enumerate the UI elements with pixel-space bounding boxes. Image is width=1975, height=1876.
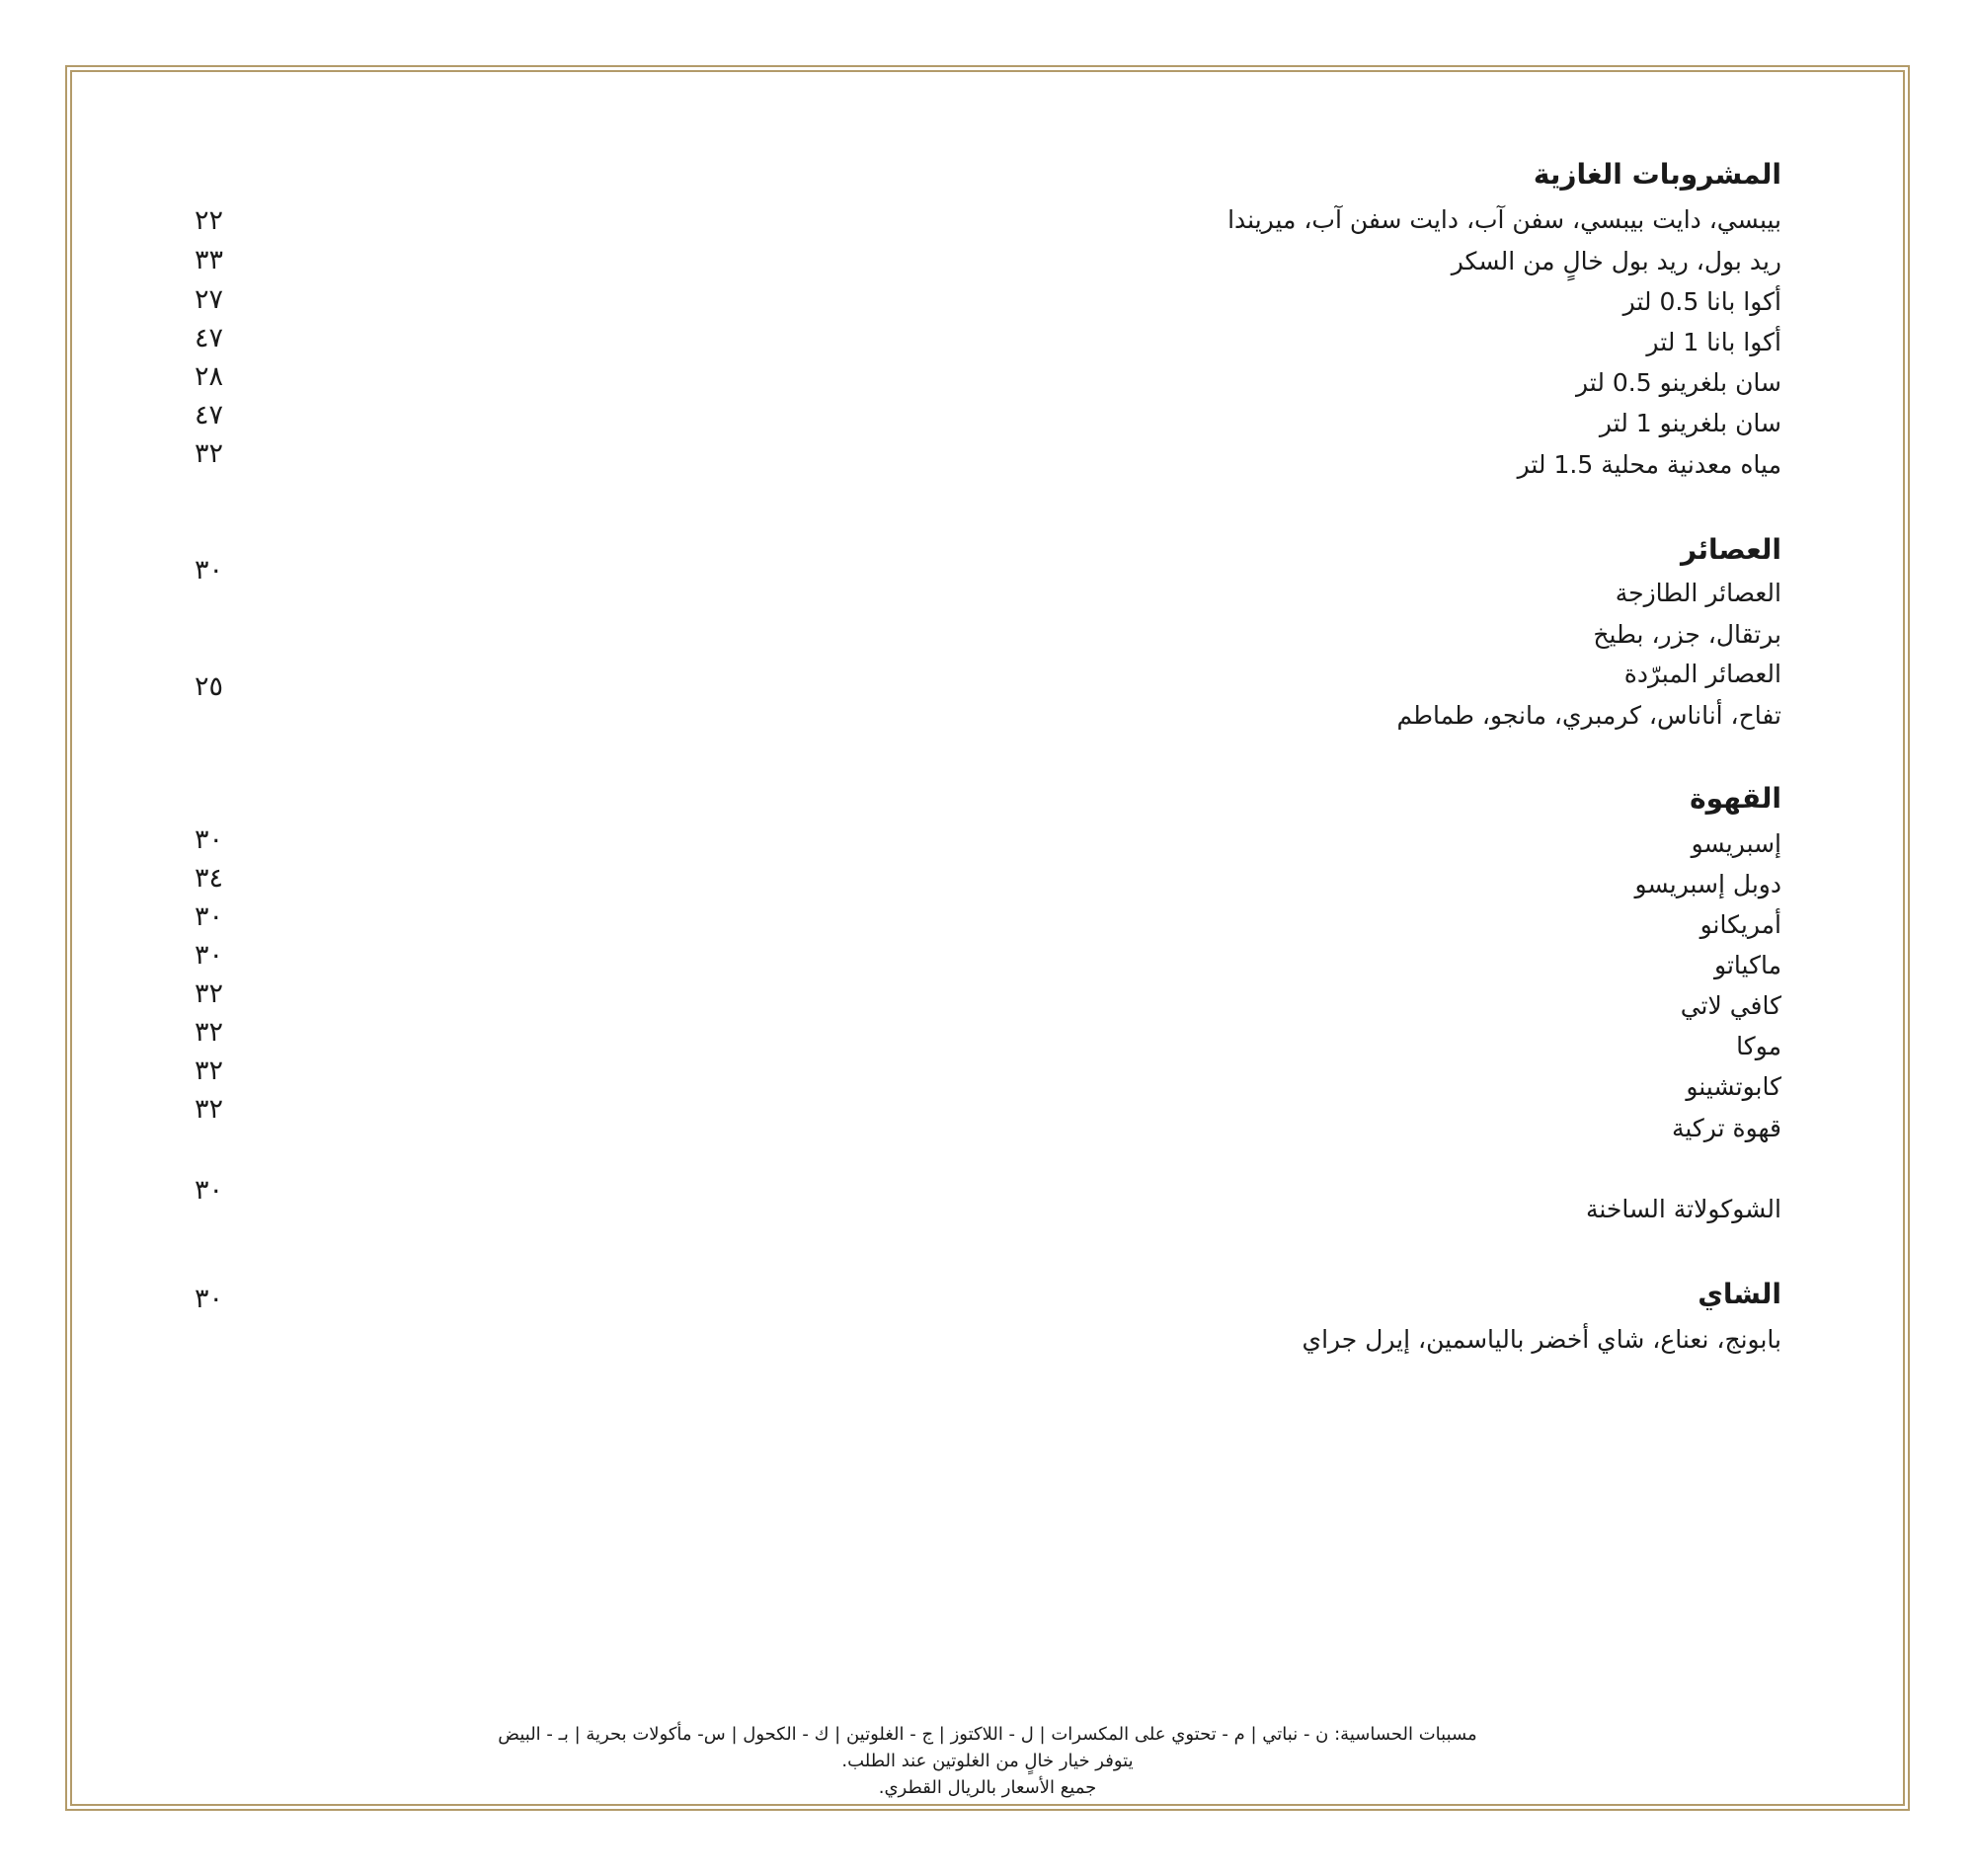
soft-drink-item-price: ٢٢	[195, 205, 224, 236]
coffee-item-label: إسبريسو	[1691, 829, 1781, 858]
soft-drink-item-price: ٣٢	[195, 438, 224, 469]
coffee-item-label: موكا	[1736, 1032, 1781, 1060]
fresh-juice-flavors: برتقال، جزر، بطيخ	[1593, 620, 1781, 649]
coffee-item-label: قهوة تركية	[1671, 1114, 1781, 1142]
chilled-juice-flavors: تفاح، أناناس، كرمبري، مانجو، طماطم	[1396, 701, 1781, 730]
coffee-item-label: أمريكانو	[1699, 910, 1781, 939]
coffee-item-price: ٣٠	[195, 824, 224, 855]
soft-drink-item-label: أكوا بانا 1 لتر	[1646, 328, 1781, 356]
soft-drink-item-label: سان بلغرينو 0.5 لتر	[1576, 368, 1781, 397]
soft-drink-item-label: بيبسي، دايت بيبسي، سفن آب، دايت سفن آب، ميريندا	[1227, 205, 1781, 234]
soft-drinks-heading: المشروبات الغازية	[1533, 158, 1781, 191]
soft-drink-item-price: ٢٨	[195, 361, 224, 392]
fresh-juice-label: العصائر الطازجة	[1615, 579, 1781, 607]
gluten-free-note: يتوفر خيار خالٍ من الغلوتين عند الطلب.	[841, 1751, 1134, 1771]
soft-drink-item-price: ٤٧	[195, 323, 224, 353]
hot-chocolate-price: ٣٠	[195, 1175, 224, 1206]
coffee-item-label: كافي لاتي	[1680, 991, 1781, 1020]
soft-drink-item-label: مياه معدنية محلية 1.5 لتر	[1517, 450, 1781, 479]
soft-drink-item-label: أكوا بانا 0.5 لتر	[1622, 287, 1781, 316]
tea-price: ٣٠	[195, 1284, 224, 1314]
soft-drink-item-label: ريد بول، ريد بول خالٍ من السكر	[1451, 247, 1781, 275]
chilled-juice-label: العصائر المبرّدة	[1623, 660, 1781, 688]
coffee-item-price: ٣٠	[195, 940, 224, 971]
coffee-item-price: ٣٤	[195, 863, 224, 894]
allergen-legend: مسببات الحساسية: ن - نباتي | م - تحتوي على المكسرات | ل - اللاكتوز | ج - الغلوتين | ك - الكحول | س- مأكولات بحرية | بـ - البيض	[498, 1724, 1477, 1745]
fresh-juice-price: ٣٠	[195, 555, 224, 586]
soft-drink-item-price: ٣٣	[195, 245, 224, 275]
tea-heading: الشاي	[1698, 1278, 1781, 1310]
coffee-item-label: ماكياتو	[1714, 951, 1781, 979]
hot-chocolate-label: الشوكولاتة الساخنة	[1585, 1195, 1781, 1223]
juices-heading: العصائر	[1681, 533, 1781, 566]
coffee-item-price: ٣٢	[195, 1055, 224, 1086]
chilled-juice-price: ٢٥	[195, 671, 224, 702]
coffee-item-price: ٣٠	[195, 901, 224, 932]
coffee-heading: القهوة	[1690, 782, 1781, 815]
coffee-item-label: كابوتشينو	[1686, 1072, 1781, 1101]
coffee-item-price: ٣٢	[195, 978, 224, 1009]
soft-drink-item-label: سان بلغرينو 1 لتر	[1599, 409, 1781, 437]
page-frame-inner	[70, 70, 1905, 1806]
coffee-item-price: ٣٢	[195, 1094, 224, 1125]
soft-drink-item-price: ٢٧	[195, 284, 224, 315]
soft-drink-item-price: ٤٧	[195, 400, 224, 430]
coffee-item-label: دوبل إسبريسو	[1634, 870, 1781, 899]
coffee-item-price: ٣٢	[195, 1017, 224, 1048]
currency-note: جميع الأسعار بالريال القطري.	[878, 1777, 1097, 1798]
tea-flavors: بابونج، نعناع، شاي أخضر بالياسمين، إيرل جراي	[1302, 1325, 1781, 1354]
